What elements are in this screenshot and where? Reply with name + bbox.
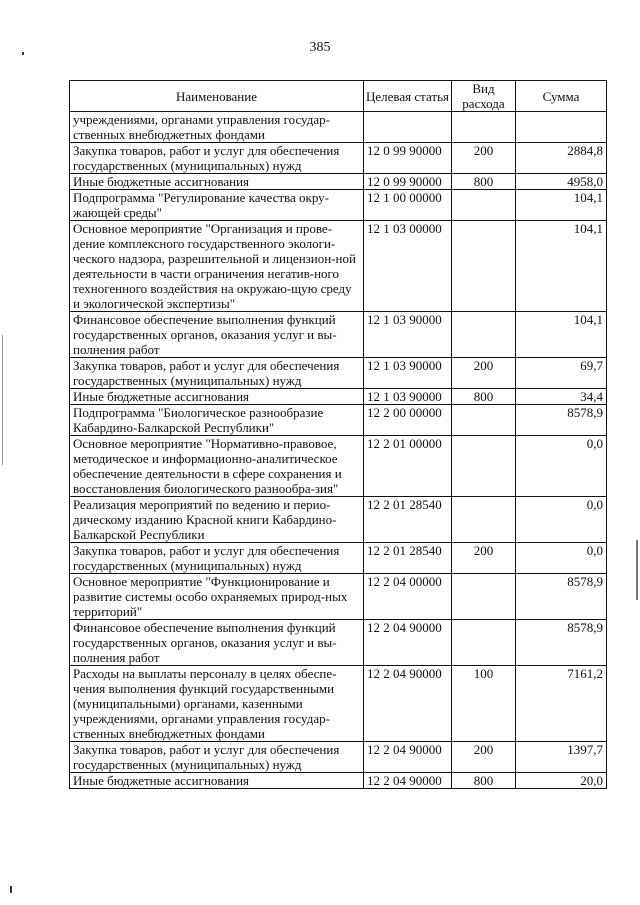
row-target-article-cell bbox=[364, 112, 452, 143]
row-name-cell: учреждениями, органами управления государ-ственных внебюджетных фондами bbox=[70, 112, 364, 143]
table-row bbox=[70, 143, 607, 174]
row-amount-cell: 0,0 bbox=[516, 543, 607, 574]
table-header-row bbox=[70, 81, 607, 112]
row-amount-cell: 104,1 bbox=[516, 190, 607, 221]
header-amount: Сумма bbox=[516, 81, 607, 112]
table-row bbox=[70, 620, 607, 666]
row-name-cell: Подпрограмма "Биологическое разнообразие Кабардино-Балкарской Республики" bbox=[70, 405, 364, 436]
row-target-article-cell: 12 1 03 00000 bbox=[364, 221, 452, 312]
row-amount-cell: 104,1 bbox=[516, 312, 607, 358]
row-name-cell: Закупка товаров, работ и услуг для обеспечения государственных (муниципальных) нужд bbox=[70, 358, 364, 389]
table-row bbox=[70, 190, 607, 221]
row-expense-type-cell: 800 bbox=[452, 389, 516, 405]
table-row bbox=[70, 389, 607, 405]
row-amount-cell: 69,7 bbox=[516, 358, 607, 389]
row-expense-type-cell bbox=[452, 112, 516, 143]
row-name-cell: Иные бюджетные ассигнования bbox=[70, 389, 364, 405]
row-amount-cell: 2884,8 bbox=[516, 143, 607, 174]
table-row bbox=[70, 497, 607, 543]
table-row bbox=[70, 773, 607, 789]
row-name-cell: Закупка товаров, работ и услуг для обеспечения государственных (муниципальных) нужд bbox=[70, 543, 364, 574]
row-expense-type-cell: 200 bbox=[452, 358, 516, 389]
row-name-cell: Основное мероприятие "Организация и прове-дение комплексного государственного экологи-ческого надзора, разрешительной и лицензион-ной деятельности в части ограничения негатив-ного техногенного воздействия на окружаю-щую среду и экологической экспертизы" bbox=[70, 221, 364, 312]
row-expense-type-cell: 800 bbox=[452, 174, 516, 190]
row-amount-cell: 34,4 bbox=[516, 389, 607, 405]
row-expense-type-cell: 200 bbox=[452, 543, 516, 574]
row-expense-type-cell: 800 bbox=[452, 773, 516, 789]
table-row bbox=[70, 666, 607, 742]
row-expense-type-cell bbox=[452, 436, 516, 497]
table-row bbox=[70, 436, 607, 497]
table-row bbox=[70, 312, 607, 358]
row-name-cell: Иные бюджетные ассигнования bbox=[70, 174, 364, 190]
table-row bbox=[70, 405, 607, 436]
row-expense-type-cell bbox=[452, 497, 516, 543]
row-name-cell: Расходы на выплаты персоналу в целях обеспе-чения выполнения функций государственными (муниципальными) органами, казенными учреждениями, органами управления государ-ственных внебюджетных фондами bbox=[70, 666, 364, 742]
table-row bbox=[70, 543, 607, 574]
row-expense-type-cell bbox=[452, 190, 516, 221]
row-name-cell: Основное мероприятие "Функционирование и развитие системы особо охраняемых природ-ных территорий" bbox=[70, 574, 364, 620]
table-row bbox=[70, 574, 607, 620]
row-target-article-cell: 12 2 04 00000 bbox=[364, 574, 452, 620]
row-amount-cell: 20,0 bbox=[516, 773, 607, 789]
row-target-article-cell: 12 2 04 90000 bbox=[364, 773, 452, 789]
row-target-article-cell: 12 2 01 28540 bbox=[364, 497, 452, 543]
row-expense-type-cell: 200 bbox=[452, 143, 516, 174]
row-expense-type-cell: 200 bbox=[452, 742, 516, 773]
scan-speck bbox=[10, 886, 12, 893]
row-target-article-cell: 12 2 01 00000 bbox=[364, 436, 452, 497]
row-target-article-cell: 12 0 99 90000 bbox=[364, 174, 452, 190]
row-target-article-cell: 12 0 99 90000 bbox=[364, 143, 452, 174]
row-target-article-cell: 12 1 00 00000 bbox=[364, 190, 452, 221]
scan-speck bbox=[2, 335, 3, 465]
row-target-article-cell: 12 2 04 90000 bbox=[364, 666, 452, 742]
row-amount-cell: 7161,2 bbox=[516, 666, 607, 742]
row-amount-cell: 0,0 bbox=[516, 497, 607, 543]
row-amount-cell: 8578,9 bbox=[516, 574, 607, 620]
row-name-cell: Закупка товаров, работ и услуг для обеспечения государственных (муниципальных) нужд bbox=[70, 742, 364, 773]
scan-speck bbox=[22, 52, 24, 55]
row-name-cell: Реализация мероприятий по ведению и перио-дическому изданию Красной книги Кабардино-Балкарской Республики bbox=[70, 497, 364, 543]
row-name-cell: Финансовое обеспечение выполнения функций государственных органов, оказания услуг и вы-полнения работ bbox=[70, 620, 364, 666]
header-name: Наименование bbox=[70, 81, 364, 112]
row-expense-type-cell bbox=[452, 405, 516, 436]
row-target-article-cell: 12 2 04 90000 bbox=[364, 620, 452, 666]
row-target-article-cell: 12 2 00 00000 bbox=[364, 405, 452, 436]
table-row bbox=[70, 112, 607, 143]
table-row bbox=[70, 174, 607, 190]
row-name-cell: Основное мероприятие "Нормативно-правовое, методическое и информационно-аналитическое обеспечение деятельности в сфере сохранения и восстановления биологического разнообра-зия" bbox=[70, 436, 364, 497]
row-amount-cell: 0,0 bbox=[516, 436, 607, 497]
table-row bbox=[70, 358, 607, 389]
row-name-cell: Финансовое обеспечение выполнения функций государственных органов, оказания услуг и вы-полнения работ bbox=[70, 312, 364, 358]
row-target-article-cell: 12 2 04 90000 bbox=[364, 742, 452, 773]
row-target-article-cell: 12 2 01 28540 bbox=[364, 543, 452, 574]
header-expense-type: Вид расхода bbox=[452, 81, 516, 112]
row-expense-type-cell bbox=[452, 620, 516, 666]
row-name-cell: Иные бюджетные ассигнования bbox=[70, 773, 364, 789]
row-target-article-cell: 12 1 03 90000 bbox=[364, 358, 452, 389]
row-expense-type-cell bbox=[452, 574, 516, 620]
row-target-article-cell: 12 1 03 90000 bbox=[364, 389, 452, 405]
table-body bbox=[70, 112, 607, 789]
row-amount-cell: 8578,9 bbox=[516, 620, 607, 666]
row-name-cell: Подпрограмма "Регулирование качества окру-жающей среды" bbox=[70, 190, 364, 221]
row-amount-cell: 4958,0 bbox=[516, 174, 607, 190]
row-target-article-cell: 12 1 03 90000 bbox=[364, 312, 452, 358]
budget-table bbox=[69, 80, 607, 789]
scan-speck bbox=[636, 540, 638, 600]
row-expense-type-cell bbox=[452, 221, 516, 312]
row-name-cell: Закупка товаров, работ и услуг для обеспечения государственных (муниципальных) нужд bbox=[70, 143, 364, 174]
table-row bbox=[70, 742, 607, 773]
row-amount-cell: 1397,7 bbox=[516, 742, 607, 773]
row-amount-cell: 8578,9 bbox=[516, 405, 607, 436]
row-amount-cell: 104,1 bbox=[516, 221, 607, 312]
page-number: 385 bbox=[309, 40, 331, 55]
row-expense-type-cell: 100 bbox=[452, 666, 516, 742]
row-amount-cell bbox=[516, 112, 607, 143]
header-target-article: Целевая статья bbox=[364, 81, 452, 112]
row-expense-type-cell bbox=[452, 312, 516, 358]
table-row bbox=[70, 221, 607, 312]
